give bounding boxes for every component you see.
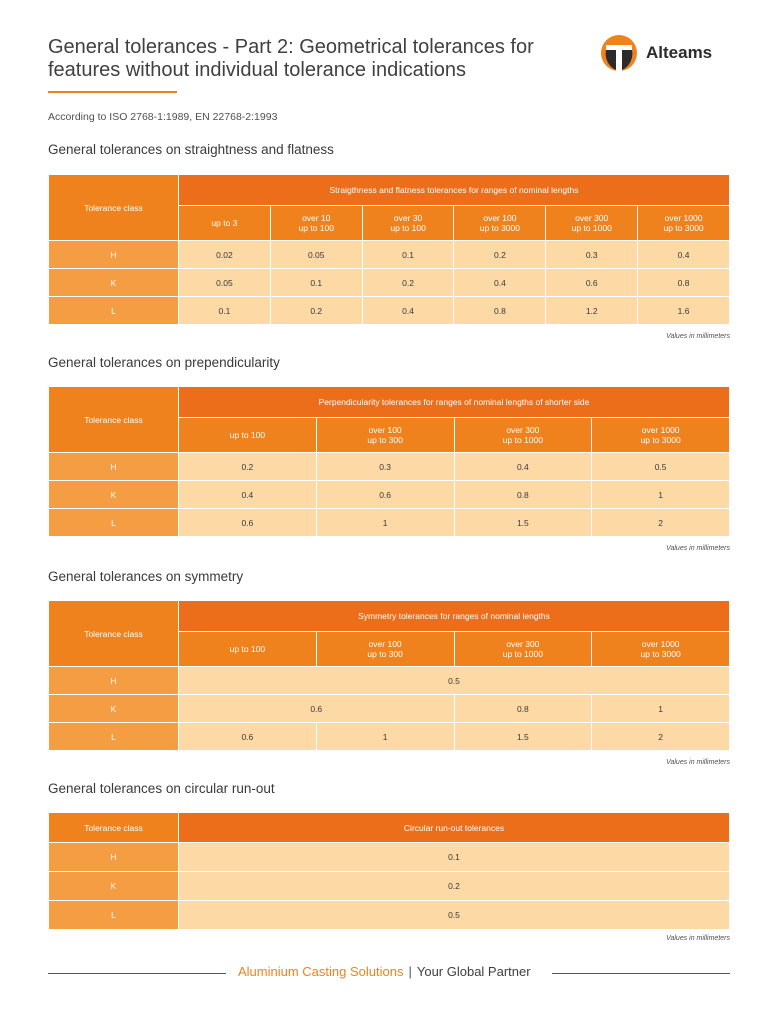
value-cell: 0.2 xyxy=(179,872,730,901)
table-row xyxy=(49,843,730,872)
value-cell: 1 xyxy=(316,509,454,537)
range-label-line2: up to 3000 xyxy=(663,223,704,233)
table-row xyxy=(49,872,730,901)
range-label-line2: up to 1000 xyxy=(571,223,612,233)
footer xyxy=(48,963,730,983)
perpendicularity-table xyxy=(48,386,730,537)
page-title: General tolerances - Part 2: Geometrical tolerances for features without individual tolerance indications xyxy=(48,36,534,81)
units-note: Values in millimeters xyxy=(666,935,730,942)
value-cell: 0.8 xyxy=(454,695,592,723)
table-row xyxy=(49,241,730,269)
range-label-line2: up to 3000 xyxy=(479,223,520,233)
table-main-header: Straigthness and flatness tolerances for ranges of nominal lengths xyxy=(179,175,730,206)
tolerance-class-header: Tolerance class xyxy=(49,175,179,241)
title-underline xyxy=(48,91,177,93)
value-cell: 1.5 xyxy=(454,723,592,751)
value-cell: 0.4 xyxy=(362,297,454,325)
table-row xyxy=(49,695,730,723)
value-cell: 0.02 xyxy=(179,241,271,269)
units-note: Values in millimeters xyxy=(666,759,730,766)
range-label-line2: up to 300 xyxy=(367,435,403,445)
tolerance-class-cell: H xyxy=(49,453,179,481)
table-row xyxy=(49,901,730,930)
value-cell: 0.4 xyxy=(179,481,317,509)
value-cell: 0.1 xyxy=(179,843,730,872)
value-cell: 1 xyxy=(592,481,730,509)
range-label-line2: up to 3000 xyxy=(640,435,681,445)
range-header-6 xyxy=(638,206,730,241)
footer-rule-left xyxy=(48,973,226,974)
tolerance-class-header: Tolerance class xyxy=(49,387,179,453)
range-label-line1: over 1000 xyxy=(641,639,680,649)
footer-left-text: Aluminium Casting Solutions xyxy=(238,964,404,979)
runout-table xyxy=(48,812,730,930)
range-label-line2: up to 1000 xyxy=(502,435,543,445)
tolerance-class-cell: K xyxy=(49,872,179,901)
range-header-3 xyxy=(362,206,454,241)
range-label-line1: over 10 xyxy=(302,213,331,223)
value-cell: 0.5 xyxy=(179,901,730,930)
range-label-line1: over 300 xyxy=(506,425,540,435)
table-row xyxy=(49,509,730,537)
table-main-header: Circular run-out tolerances xyxy=(179,813,730,843)
range-label-line1: up to 100 xyxy=(229,430,266,440)
footer-rule-right xyxy=(552,973,730,974)
value-cell: 0.6 xyxy=(546,269,638,297)
units-note: Values in millimeters xyxy=(666,333,730,340)
tolerance-class-cell: L xyxy=(49,509,179,537)
tolerance-class-cell: H xyxy=(49,241,179,269)
section-heading-symmetry: General tolerances on symmetry xyxy=(48,569,244,584)
symmetry-table xyxy=(48,600,730,751)
range-header-3 xyxy=(454,418,592,453)
value-cell: 1.2 xyxy=(546,297,638,325)
range-header-2 xyxy=(316,418,454,453)
range-label-line1: over 300 xyxy=(575,213,609,223)
value-cell: 0.6 xyxy=(316,481,454,509)
value-cell: 0.8 xyxy=(454,481,592,509)
range-label-line1: over 30 xyxy=(393,213,423,223)
tolerance-class-cell: K xyxy=(49,481,179,509)
value-cell: 0.4 xyxy=(454,269,546,297)
value-cell: 1.6 xyxy=(638,297,730,325)
value-cell: 0.05 xyxy=(270,241,362,269)
value-cell: 1 xyxy=(592,695,730,723)
value-cell: 0.05 xyxy=(179,269,271,297)
range-label-line1: over 100 xyxy=(368,425,402,435)
value-cell: 2 xyxy=(592,723,730,751)
range-label-line1: over 1000 xyxy=(664,213,703,223)
logo-text: Alteams xyxy=(646,43,713,62)
value-cell: 0.1 xyxy=(362,241,454,269)
tolerance-class-cell: L xyxy=(49,723,179,751)
range-label-line1: over 1000 xyxy=(641,425,680,435)
range-label-line1: up to 100 xyxy=(229,644,266,654)
range-label-line1: up to 3 xyxy=(211,218,238,228)
standard-reference: According to ISO 2768-1:1989, EN 22768-2:1993 xyxy=(48,111,278,123)
value-cell: 0.3 xyxy=(316,453,454,481)
tolerance-class-cell: K xyxy=(49,695,179,723)
value-cell: 0.5 xyxy=(179,667,730,695)
range-header-1 xyxy=(179,632,317,667)
range-header-3 xyxy=(454,632,592,667)
value-cell: 0.6 xyxy=(179,695,455,723)
range-label-line1: over 300 xyxy=(506,639,540,649)
range-header-4 xyxy=(592,632,730,667)
range-header-1 xyxy=(179,206,271,241)
footer-tagline xyxy=(238,964,531,979)
value-cell: 0.4 xyxy=(638,241,730,269)
table-main-header: Symmetry tolerances for ranges of nominal lengths xyxy=(179,601,730,632)
table-row xyxy=(49,667,730,695)
range-label-line2: up to 300 xyxy=(367,649,403,659)
straightness-table xyxy=(48,174,730,325)
tolerance-class-cell: H xyxy=(49,667,179,695)
table-main-header: Perpendicularity tolerances for ranges of nominal lengths of shorter side xyxy=(179,387,730,418)
value-cell: 2 xyxy=(592,509,730,537)
range-header-4 xyxy=(454,206,546,241)
tolerance-class-cell: H xyxy=(49,843,179,872)
table-row xyxy=(49,269,730,297)
section-heading-runout: General tolerances on circular run-out xyxy=(48,781,275,796)
tolerance-class-header: Tolerance class xyxy=(49,813,179,843)
value-cell: 0.5 xyxy=(592,453,730,481)
range-label-line1: over 100 xyxy=(483,213,517,223)
alteams-logo-icon xyxy=(600,34,638,72)
range-header-1 xyxy=(179,418,317,453)
value-cell: 0.8 xyxy=(638,269,730,297)
section-heading-perpendicularity: General tolerances on prependicularity xyxy=(48,355,280,370)
value-cell: 0.6 xyxy=(179,509,317,537)
value-cell: 0.6 xyxy=(179,723,317,751)
value-cell: 0.1 xyxy=(270,269,362,297)
range-header-2 xyxy=(316,632,454,667)
tolerance-class-cell: K xyxy=(49,269,179,297)
range-label-line1: over 100 xyxy=(368,639,402,649)
value-cell: 0.2 xyxy=(362,269,454,297)
table-row xyxy=(49,481,730,509)
alteams-logo xyxy=(600,33,735,73)
range-label-line2: up to 1000 xyxy=(502,649,543,659)
range-header-5 xyxy=(546,206,638,241)
value-cell: 1 xyxy=(316,723,454,751)
value-cell: 1.5 xyxy=(454,509,592,537)
table-row xyxy=(49,723,730,751)
value-cell: 0.2 xyxy=(454,241,546,269)
range-label-line2: up to 3000 xyxy=(640,649,681,659)
value-cell: 0.4 xyxy=(454,453,592,481)
value-cell: 0.2 xyxy=(179,453,317,481)
tolerance-class-header: Tolerance class xyxy=(49,601,179,667)
value-cell: 0.8 xyxy=(454,297,546,325)
range-label-line2: up to 100 xyxy=(298,223,334,233)
table-row xyxy=(49,297,730,325)
value-cell: 0.3 xyxy=(546,241,638,269)
footer-separator: | xyxy=(408,964,412,979)
footer-right-text: Your Global Partner xyxy=(416,964,531,979)
tolerance-class-cell: L xyxy=(49,901,179,930)
range-header-4 xyxy=(592,418,730,453)
tolerance-class-cell: L xyxy=(49,297,179,325)
value-cell: 0.1 xyxy=(179,297,271,325)
section-heading-straightness: General tolerances on straightness and flatness xyxy=(48,142,334,157)
table-row xyxy=(49,453,730,481)
units-note: Values in millimeters xyxy=(666,545,730,552)
range-header-2 xyxy=(270,206,362,241)
range-label-line2: up to 100 xyxy=(390,223,426,233)
value-cell: 0.2 xyxy=(270,297,362,325)
